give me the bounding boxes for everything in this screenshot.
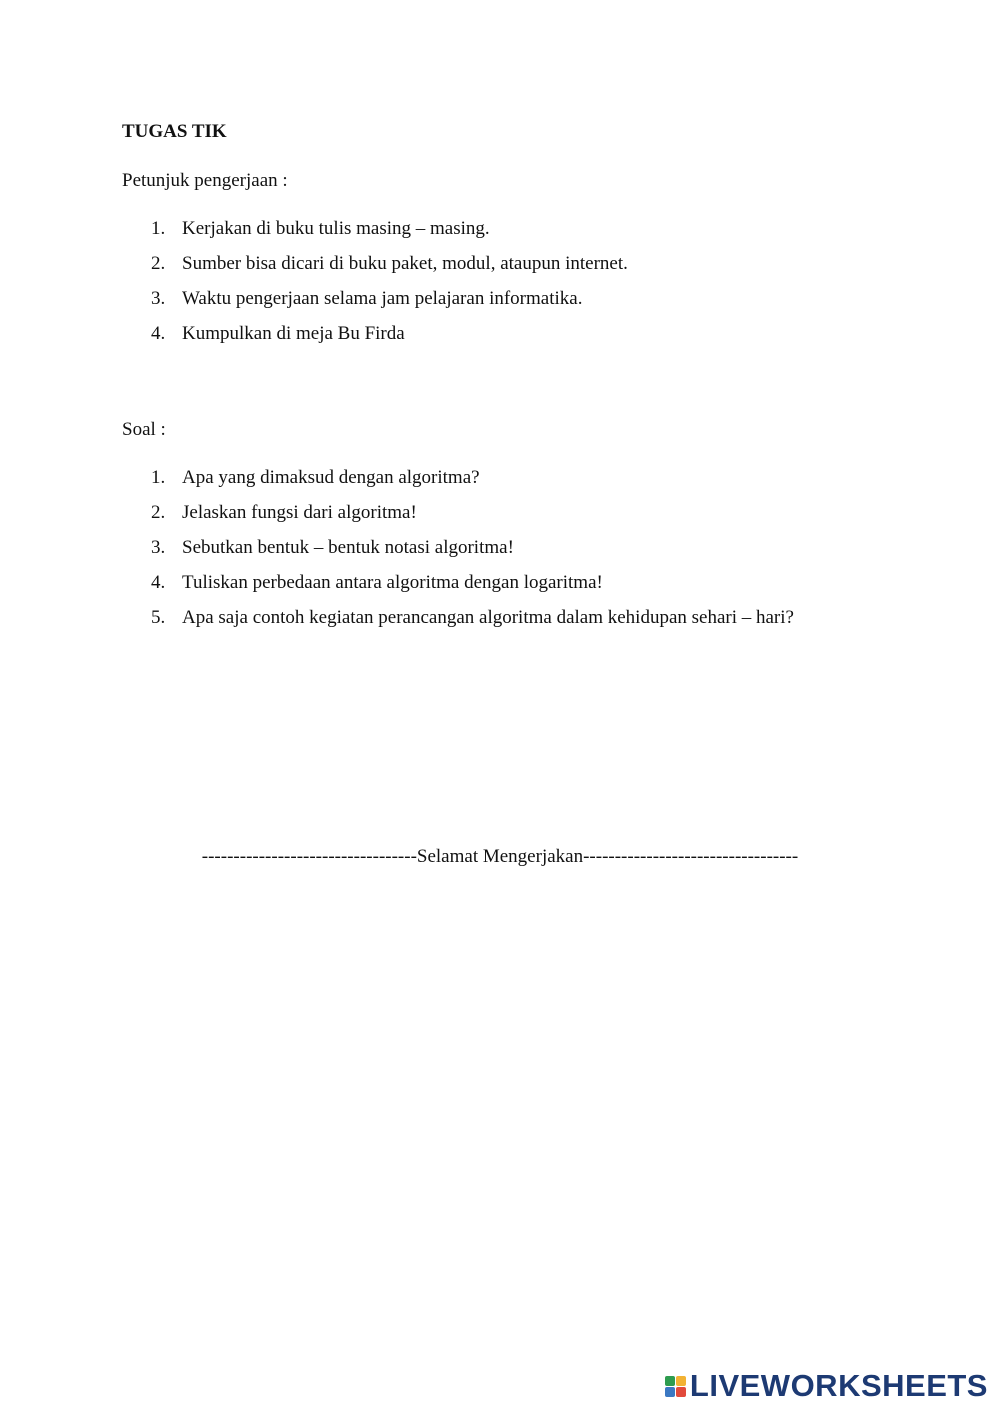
list-item-number: 4.	[151, 572, 166, 593]
closing-text: ----------------------------------Selamat Mengerjakan----------------------------------	[201, 846, 799, 867]
list-item-number: 1.	[151, 218, 166, 239]
liveworksheets-logo-icon	[665, 1376, 686, 1397]
logo-square-blue	[665, 1387, 675, 1397]
list-item-text: Waktu pengerjaan selama jam pelajaran informatika.	[182, 288, 583, 309]
list-item-text: Sebutkan bentuk – bentuk notasi algoritma!	[182, 537, 514, 558]
logo-square-red	[676, 1387, 686, 1397]
list-item-text: Apa saja contoh kegiatan perancangan algoritma dalam kehidupan sehari – hari?	[182, 607, 794, 628]
list-item-text: Jelaskan fungsi dari algoritma!	[182, 502, 417, 523]
list-item-number: 2.	[151, 253, 166, 274]
list-item-number: 2.	[151, 502, 166, 523]
list-item-text: Sumber bisa dicari di buku paket, modul, ataupun internet.	[182, 253, 628, 274]
list-item-text: Apa yang dimaksud dengan algoritma?	[182, 467, 480, 488]
questions-label: Soal :	[122, 419, 166, 440]
watermark-text: LIVEWORKSHEETS	[689, 1368, 988, 1403]
list-item-text: Kumpulkan di meja Bu Firda	[182, 323, 405, 344]
list-item-number: 3.	[151, 537, 166, 558]
logo-square-green	[665, 1376, 675, 1386]
list-item-number: 1.	[151, 467, 166, 488]
list-item-number: 3.	[151, 288, 166, 309]
list-item-number: 5.	[151, 607, 166, 628]
liveworksheets-watermark	[665, 1368, 988, 1404]
logo-square-yellow	[676, 1376, 686, 1386]
page-title: TUGAS TIK	[122, 121, 227, 142]
list-item-text: Tuliskan perbedaan antara algoritma dengan logaritma!	[182, 572, 603, 593]
list-item-number: 4.	[151, 323, 166, 344]
instructions-label: Petunjuk pengerjaan :	[122, 170, 288, 191]
list-item-text: Kerjakan di buku tulis masing – masing.	[182, 218, 490, 239]
